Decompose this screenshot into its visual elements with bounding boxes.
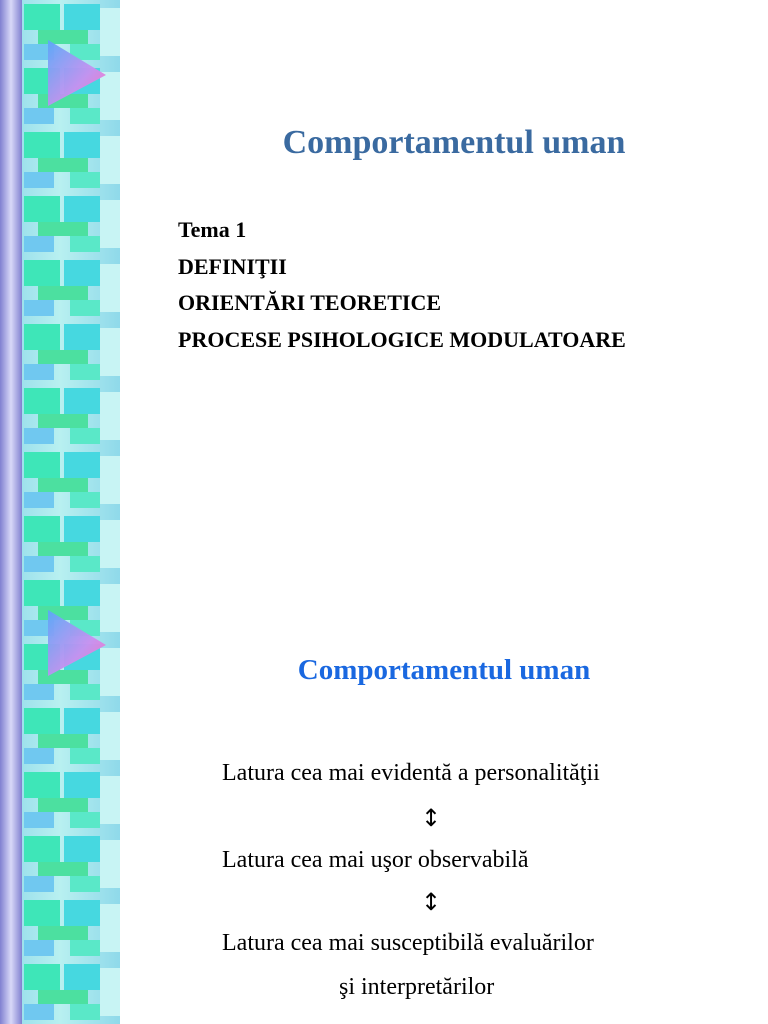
topic-list	[178, 212, 626, 358]
up-down-arrow-icon: ↕	[421, 888, 442, 916]
decorative-strip	[0, 512, 120, 1024]
up-down-arrow-icon: ↕	[421, 804, 442, 832]
topic-item: Tema 1	[178, 217, 247, 242]
strip-pattern	[0, 512, 120, 1024]
slide-2	[0, 512, 768, 1024]
slide-title: Comportamentul uman	[297, 654, 591, 686]
slide-title: Comportamentul uman	[282, 124, 626, 161]
text-line: Latura cea mai evidentă a personalităţii	[222, 760, 600, 786]
text-line: şi interpretărilor	[339, 974, 495, 1000]
decorative-strip	[0, 0, 120, 512]
topic-item: DEFINIŢII	[178, 253, 287, 279]
strip-pattern	[0, 0, 120, 512]
topic-item: ORIENTĂRI TEORETICE	[178, 290, 442, 315]
topic-item: PROCESE PSIHOLOGICE MODULATOARE	[178, 326, 626, 352]
text-line: Latura cea mai uşor observabilă	[222, 847, 529, 873]
text-line: Latura cea mai susceptibilă evaluărilor	[222, 930, 594, 956]
